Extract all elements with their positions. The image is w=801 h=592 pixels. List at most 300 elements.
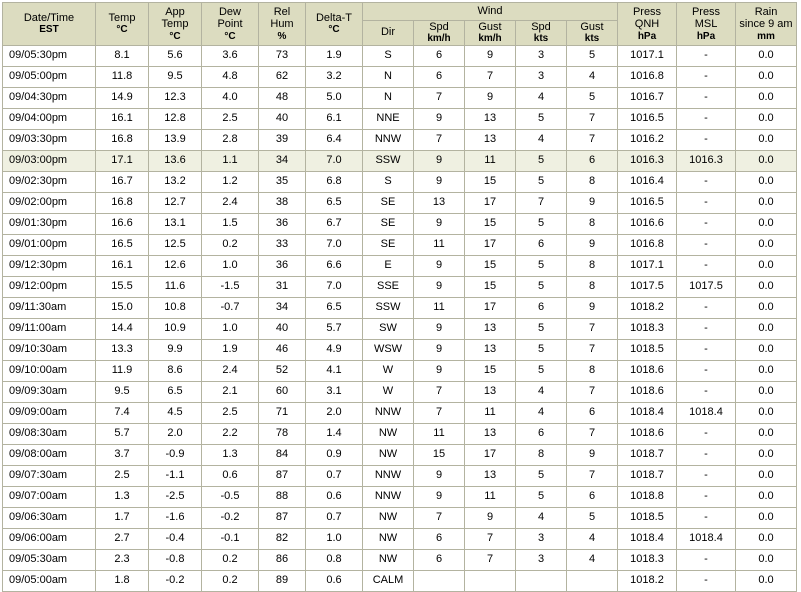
cell-wind-gust-kmh: 17	[465, 234, 516, 255]
cell-wind-gust-kts: 7	[567, 129, 618, 150]
cell-datetime: 09/05:30am	[3, 549, 96, 570]
cell-pressure-qnh: 1017.5	[618, 276, 677, 297]
cell-wind-gust-kts: 6	[567, 486, 618, 507]
cell-temp: 16.8	[96, 192, 149, 213]
cell-pressure-qnh: 1018.3	[618, 318, 677, 339]
header-spdkmh-label: Spd	[429, 20, 449, 33]
cell-wind-gust-kts: 4	[567, 549, 618, 570]
cell-pressure-qnh: 1016.4	[618, 171, 677, 192]
cell-rel-humidity: 78	[259, 423, 306, 444]
cell-pressure-qnh: 1016.5	[618, 192, 677, 213]
cell-pressure-msl: -	[677, 171, 736, 192]
cell-wind-gust-kmh	[465, 570, 516, 591]
cell-datetime: 09/03:00pm	[3, 150, 96, 171]
cell-datetime: 09/05:00pm	[3, 66, 96, 87]
cell-delta-t: 6.6	[306, 255, 363, 276]
cell-dew-point: 0.2	[202, 549, 259, 570]
cell-dew-point: -0.5	[202, 486, 259, 507]
cell-temp: 1.3	[96, 486, 149, 507]
cell-apparent-temp: 9.9	[149, 339, 202, 360]
cell-wind-speed-kmh: 7	[414, 402, 465, 423]
cell-rain: 0.0	[736, 255, 797, 276]
cell-pressure-msl: 1017.5	[677, 276, 736, 297]
cell-pressure-msl: 1016.3	[677, 150, 736, 171]
cell-rain: 0.0	[736, 570, 797, 591]
cell-wind-gust-kmh: 13	[465, 381, 516, 402]
cell-apparent-temp: 12.5	[149, 234, 202, 255]
cell-apparent-temp: -1.6	[149, 507, 202, 528]
cell-pressure-qnh: 1016.2	[618, 129, 677, 150]
cell-delta-t: 0.9	[306, 444, 363, 465]
cell-delta-t: 0.7	[306, 507, 363, 528]
cell-pressure-msl: -	[677, 465, 736, 486]
cell-pressure-qnh: 1018.4	[618, 528, 677, 549]
table-row	[3, 150, 797, 171]
cell-wind-gust-kts: 7	[567, 381, 618, 402]
header-qnh-label1: Press	[632, 5, 662, 18]
cell-wind-speed-kts: 6	[516, 297, 567, 318]
header-temp-unit: °C	[116, 24, 128, 36]
column-header-apparent-temp	[149, 3, 202, 46]
column-header-datetime	[3, 3, 96, 46]
cell-dew-point: 1.1	[202, 150, 259, 171]
cell-pressure-qnh: 1018.5	[618, 507, 677, 528]
cell-wind-speed-kmh: 7	[414, 381, 465, 402]
cell-temp: 11.8	[96, 66, 149, 87]
cell-delta-t: 3.2	[306, 66, 363, 87]
cell-apparent-temp: -2.5	[149, 486, 202, 507]
cell-apparent-temp: 5.6	[149, 45, 202, 66]
cell-rain: 0.0	[736, 486, 797, 507]
cell-rain: 0.0	[736, 276, 797, 297]
cell-wind-gust-kts: 4	[567, 66, 618, 87]
cell-pressure-msl: -	[677, 213, 736, 234]
cell-wind-speed-kts: 5	[516, 171, 567, 192]
cell-wind-speed-kts: 3	[516, 528, 567, 549]
cell-wind-speed-kmh: 6	[414, 66, 465, 87]
cell-wind-gust-kts: 9	[567, 444, 618, 465]
cell-wind-gust-kts: 7	[567, 339, 618, 360]
cell-rain: 0.0	[736, 549, 797, 570]
header-datetime-label: Date/Time	[23, 11, 75, 24]
header-delta-unit: °C	[328, 24, 340, 36]
cell-pressure-msl: -	[677, 507, 736, 528]
cell-wind-gust-kts: 4	[567, 528, 618, 549]
cell-pressure-msl: -	[677, 381, 736, 402]
cell-wind-dir: S	[363, 171, 414, 192]
table-row	[3, 318, 797, 339]
cell-dew-point: 1.2	[202, 171, 259, 192]
cell-datetime: 09/08:30am	[3, 423, 96, 444]
cell-temp: 14.4	[96, 318, 149, 339]
cell-rel-humidity: 73	[259, 45, 306, 66]
cell-rel-humidity: 52	[259, 360, 306, 381]
cell-wind-dir: SSW	[363, 150, 414, 171]
cell-pressure-msl: -	[677, 318, 736, 339]
cell-wind-speed-kmh: 6	[414, 549, 465, 570]
cell-temp: 13.3	[96, 339, 149, 360]
table-row	[3, 213, 797, 234]
cell-rain: 0.0	[736, 444, 797, 465]
cell-wind-speed-kts: 4	[516, 129, 567, 150]
cell-apparent-temp: 8.6	[149, 360, 202, 381]
header-gustkmh-label: Gust	[478, 20, 502, 33]
table-row	[3, 45, 797, 66]
cell-delta-t: 7.0	[306, 234, 363, 255]
cell-wind-speed-kts: 5	[516, 360, 567, 381]
table-row	[3, 402, 797, 423]
cell-wind-gust-kmh: 13	[465, 465, 516, 486]
cell-rel-humidity: 62	[259, 66, 306, 87]
cell-pressure-qnh: 1018.5	[618, 339, 677, 360]
cell-pressure-qnh: 1017.1	[618, 255, 677, 276]
cell-rain: 0.0	[736, 45, 797, 66]
cell-dew-point: 1.5	[202, 213, 259, 234]
cell-dew-point: -0.1	[202, 528, 259, 549]
cell-pressure-msl: -	[677, 192, 736, 213]
cell-wind-speed-kts	[516, 570, 567, 591]
cell-wind-gust-kts: 9	[567, 192, 618, 213]
table-row	[3, 423, 797, 444]
cell-datetime: 09/02:30pm	[3, 171, 96, 192]
cell-dew-point: 2.5	[202, 108, 259, 129]
cell-temp: 9.5	[96, 381, 149, 402]
cell-apparent-temp: 12.7	[149, 192, 202, 213]
cell-apparent-temp: 12.3	[149, 87, 202, 108]
cell-wind-dir: NNE	[363, 108, 414, 129]
header-row-top	[3, 3, 797, 21]
cell-wind-dir: CALM	[363, 570, 414, 591]
table-row	[3, 171, 797, 192]
cell-wind-speed-kmh: 9	[414, 108, 465, 129]
cell-delta-t: 6.5	[306, 297, 363, 318]
cell-rain: 0.0	[736, 150, 797, 171]
cell-wind-speed-kmh: 9	[414, 255, 465, 276]
cell-rain: 0.0	[736, 129, 797, 150]
cell-wind-dir: NNW	[363, 486, 414, 507]
cell-wind-dir: NW	[363, 549, 414, 570]
cell-rain: 0.0	[736, 108, 797, 129]
cell-datetime: 09/01:30pm	[3, 213, 96, 234]
cell-wind-speed-kts: 5	[516, 465, 567, 486]
cell-temp: 16.1	[96, 108, 149, 129]
cell-pressure-qnh: 1016.8	[618, 234, 677, 255]
cell-wind-speed-kmh: 15	[414, 444, 465, 465]
cell-temp: 15.5	[96, 276, 149, 297]
cell-rain: 0.0	[736, 297, 797, 318]
cell-dew-point: 4.8	[202, 66, 259, 87]
cell-apparent-temp: 13.1	[149, 213, 202, 234]
cell-pressure-qnh: 1018.2	[618, 297, 677, 318]
cell-wind-speed-kts: 6	[516, 423, 567, 444]
cell-delta-t: 0.8	[306, 549, 363, 570]
cell-pressure-qnh: 1016.7	[618, 87, 677, 108]
cell-wind-speed-kts: 4	[516, 402, 567, 423]
cell-datetime: 09/12:30pm	[3, 255, 96, 276]
cell-wind-gust-kmh: 17	[465, 192, 516, 213]
cell-dew-point: 2.5	[202, 402, 259, 423]
cell-dew-point: 1.9	[202, 339, 259, 360]
cell-wind-speed-kmh: 11	[414, 234, 465, 255]
table-row	[3, 570, 797, 591]
cell-rain: 0.0	[736, 423, 797, 444]
cell-pressure-msl: -	[677, 255, 736, 276]
cell-pressure-msl: -	[677, 444, 736, 465]
table-row	[3, 444, 797, 465]
cell-rel-humidity: 87	[259, 507, 306, 528]
cell-datetime: 09/12:00pm	[3, 276, 96, 297]
cell-wind-speed-kmh: 9	[414, 171, 465, 192]
cell-wind-gust-kts: 5	[567, 507, 618, 528]
table-row	[3, 87, 797, 108]
cell-pressure-msl: -	[677, 423, 736, 444]
cell-wind-speed-kmh: 7	[414, 507, 465, 528]
cell-wind-speed-kmh: 9	[414, 486, 465, 507]
cell-rain: 0.0	[736, 528, 797, 549]
cell-dew-point: 3.6	[202, 45, 259, 66]
cell-rain: 0.0	[736, 318, 797, 339]
cell-pressure-msl: -	[677, 339, 736, 360]
cell-datetime: 09/04:00pm	[3, 108, 96, 129]
cell-wind-gust-kmh: 13	[465, 423, 516, 444]
cell-rel-humidity: 35	[259, 171, 306, 192]
weather-observations-table	[2, 2, 797, 592]
header-app-unit: °C	[169, 30, 181, 42]
cell-temp: 2.3	[96, 549, 149, 570]
cell-apparent-temp: -0.8	[149, 549, 202, 570]
cell-pressure-qnh: 1018.6	[618, 381, 677, 402]
column-header-wind-group: Wind	[363, 3, 618, 21]
cell-wind-speed-kmh: 6	[414, 528, 465, 549]
cell-wind-dir: S	[363, 45, 414, 66]
cell-pressure-msl: -	[677, 234, 736, 255]
cell-rel-humidity: 39	[259, 129, 306, 150]
cell-wind-speed-kts: 3	[516, 549, 567, 570]
cell-wind-gust-kmh: 17	[465, 444, 516, 465]
cell-rain: 0.0	[736, 66, 797, 87]
cell-pressure-qnh: 1018.8	[618, 486, 677, 507]
cell-wind-speed-kts: 3	[516, 45, 567, 66]
cell-rain: 0.0	[736, 87, 797, 108]
cell-apparent-temp: 6.5	[149, 381, 202, 402]
header-datetime-unit: EST	[39, 24, 59, 36]
cell-rain: 0.0	[736, 213, 797, 234]
cell-wind-gust-kts: 7	[567, 423, 618, 444]
cell-delta-t: 0.6	[306, 570, 363, 591]
header-msl-label1: Press	[691, 5, 721, 18]
cell-rel-humidity: 33	[259, 234, 306, 255]
cell-rel-humidity: 31	[259, 276, 306, 297]
cell-temp: 3.7	[96, 444, 149, 465]
cell-wind-gust-kmh: 15	[465, 276, 516, 297]
cell-temp: 5.7	[96, 423, 149, 444]
cell-wind-gust-kts: 6	[567, 402, 618, 423]
cell-wind-gust-kmh: 15	[465, 171, 516, 192]
cell-pressure-msl: -	[677, 66, 736, 87]
cell-apparent-temp: -1.1	[149, 465, 202, 486]
cell-pressure-msl: -	[677, 108, 736, 129]
cell-datetime: 09/04:30pm	[3, 87, 96, 108]
cell-delta-t: 6.1	[306, 108, 363, 129]
cell-wind-dir: N	[363, 66, 414, 87]
cell-wind-gust-kmh: 17	[465, 297, 516, 318]
cell-apparent-temp: -0.4	[149, 528, 202, 549]
cell-wind-gust-kmh: 7	[465, 66, 516, 87]
cell-temp: 8.1	[96, 45, 149, 66]
cell-dew-point: -0.7	[202, 297, 259, 318]
cell-temp: 14.9	[96, 87, 149, 108]
table-header	[3, 3, 797, 46]
column-header-wind-speed-kts	[516, 20, 567, 45]
cell-wind-dir: W	[363, 381, 414, 402]
cell-temp: 2.7	[96, 528, 149, 549]
header-temp-label: Temp	[108, 11, 136, 24]
cell-wind-gust-kmh: 7	[465, 528, 516, 549]
cell-wind-speed-kmh: 11	[414, 423, 465, 444]
cell-delta-t: 1.4	[306, 423, 363, 444]
cell-wind-gust-kts: 6	[567, 150, 618, 171]
cell-delta-t: 2.0	[306, 402, 363, 423]
cell-dew-point: 1.3	[202, 444, 259, 465]
cell-pressure-qnh: 1016.5	[618, 108, 677, 129]
header-rh-unit: %	[277, 30, 287, 42]
cell-temp: 7.4	[96, 402, 149, 423]
cell-wind-gust-kmh: 11	[465, 402, 516, 423]
cell-wind-gust-kts: 7	[567, 108, 618, 129]
header-app-label2: Temp	[161, 18, 189, 31]
cell-delta-t: 5.7	[306, 318, 363, 339]
cell-dew-point: 2.4	[202, 360, 259, 381]
cell-wind-dir: WSW	[363, 339, 414, 360]
cell-wind-gust-kmh: 9	[465, 507, 516, 528]
cell-rel-humidity: 40	[259, 108, 306, 129]
cell-pressure-qnh: 1018.3	[618, 549, 677, 570]
cell-datetime: 09/08:00am	[3, 444, 96, 465]
table-row	[3, 486, 797, 507]
table-row	[3, 129, 797, 150]
cell-delta-t: 6.7	[306, 213, 363, 234]
cell-datetime: 09/11:00am	[3, 318, 96, 339]
cell-datetime: 09/05:00am	[3, 570, 96, 591]
cell-rel-humidity: 36	[259, 213, 306, 234]
cell-wind-speed-kmh	[414, 570, 465, 591]
cell-wind-speed-kmh: 6	[414, 45, 465, 66]
cell-rel-humidity: 48	[259, 87, 306, 108]
cell-dew-point: 2.2	[202, 423, 259, 444]
column-header-pressure-qnh	[618, 3, 677, 46]
cell-wind-speed-kts: 5	[516, 108, 567, 129]
cell-rain: 0.0	[736, 402, 797, 423]
cell-rel-humidity: 40	[259, 318, 306, 339]
cell-pressure-msl: -	[677, 549, 736, 570]
column-header-wind-dir: Dir	[363, 20, 414, 45]
cell-wind-speed-kts: 7	[516, 192, 567, 213]
cell-temp: 16.5	[96, 234, 149, 255]
cell-wind-gust-kts: 9	[567, 297, 618, 318]
cell-dew-point: 1.0	[202, 318, 259, 339]
cell-wind-gust-kmh: 13	[465, 108, 516, 129]
cell-pressure-msl: 1018.4	[677, 402, 736, 423]
cell-delta-t: 7.0	[306, 150, 363, 171]
cell-delta-t: 6.5	[306, 192, 363, 213]
cell-wind-speed-kts: 5	[516, 213, 567, 234]
cell-wind-dir: E	[363, 255, 414, 276]
cell-wind-gust-kmh: 7	[465, 549, 516, 570]
cell-rel-humidity: 60	[259, 381, 306, 402]
table-row	[3, 297, 797, 318]
cell-apparent-temp: 11.6	[149, 276, 202, 297]
cell-pressure-msl: -	[677, 45, 736, 66]
header-gustkts-unit: kts	[584, 33, 600, 45]
cell-wind-dir: NNW	[363, 465, 414, 486]
cell-apparent-temp: 13.9	[149, 129, 202, 150]
cell-wind-speed-kts: 4	[516, 87, 567, 108]
cell-pressure-msl: -	[677, 570, 736, 591]
cell-rain: 0.0	[736, 171, 797, 192]
cell-wind-speed-kmh: 13	[414, 192, 465, 213]
header-spdkts-unit: kts	[533, 33, 549, 45]
cell-pressure-qnh: 1018.7	[618, 444, 677, 465]
cell-wind-speed-kmh: 9	[414, 276, 465, 297]
cell-rel-humidity: 89	[259, 570, 306, 591]
column-header-wind-speed-kmh	[414, 20, 465, 45]
header-rh-label1: Rel	[273, 5, 291, 18]
column-header-wind-gust-kmh	[465, 20, 516, 45]
cell-wind-speed-kts: 5	[516, 150, 567, 171]
table-row	[3, 507, 797, 528]
cell-temp: 16.8	[96, 129, 149, 150]
cell-wind-dir: NW	[363, 507, 414, 528]
table-row	[3, 276, 797, 297]
table-row	[3, 234, 797, 255]
table-row	[3, 360, 797, 381]
cell-dew-point: -0.2	[202, 507, 259, 528]
cell-apparent-temp: -0.2	[149, 570, 202, 591]
cell-wind-speed-kmh: 9	[414, 318, 465, 339]
cell-wind-gust-kmh: 9	[465, 45, 516, 66]
header-delta-label: Delta-T	[315, 11, 353, 24]
header-rain-unit: mm	[757, 30, 775, 42]
cell-delta-t: 6.8	[306, 171, 363, 192]
cell-wind-dir: SSE	[363, 276, 414, 297]
cell-wind-gust-kmh: 13	[465, 129, 516, 150]
cell-temp: 16.6	[96, 213, 149, 234]
cell-dew-point: 2.4	[202, 192, 259, 213]
cell-rel-humidity: 34	[259, 150, 306, 171]
cell-dew-point: 0.6	[202, 465, 259, 486]
cell-rel-humidity: 88	[259, 486, 306, 507]
cell-apparent-temp: -0.9	[149, 444, 202, 465]
cell-wind-speed-kts: 4	[516, 381, 567, 402]
column-header-dew-point	[202, 3, 259, 46]
cell-wind-speed-kts: 5	[516, 255, 567, 276]
cell-wind-dir: SE	[363, 213, 414, 234]
cell-delta-t: 0.6	[306, 486, 363, 507]
cell-datetime: 09/05:30pm	[3, 45, 96, 66]
cell-pressure-qnh: 1016.8	[618, 66, 677, 87]
cell-wind-dir: SSW	[363, 297, 414, 318]
column-header-wind-gust-kts	[567, 20, 618, 45]
cell-pressure-qnh: 1017.1	[618, 45, 677, 66]
cell-wind-dir: SW	[363, 318, 414, 339]
cell-pressure-qnh: 1018.6	[618, 360, 677, 381]
cell-wind-gust-kts: 8	[567, 171, 618, 192]
cell-wind-gust-kts	[567, 570, 618, 591]
cell-apparent-temp: 13.6	[149, 150, 202, 171]
cell-temp: 2.5	[96, 465, 149, 486]
cell-rain: 0.0	[736, 339, 797, 360]
cell-dew-point: 4.0	[202, 87, 259, 108]
